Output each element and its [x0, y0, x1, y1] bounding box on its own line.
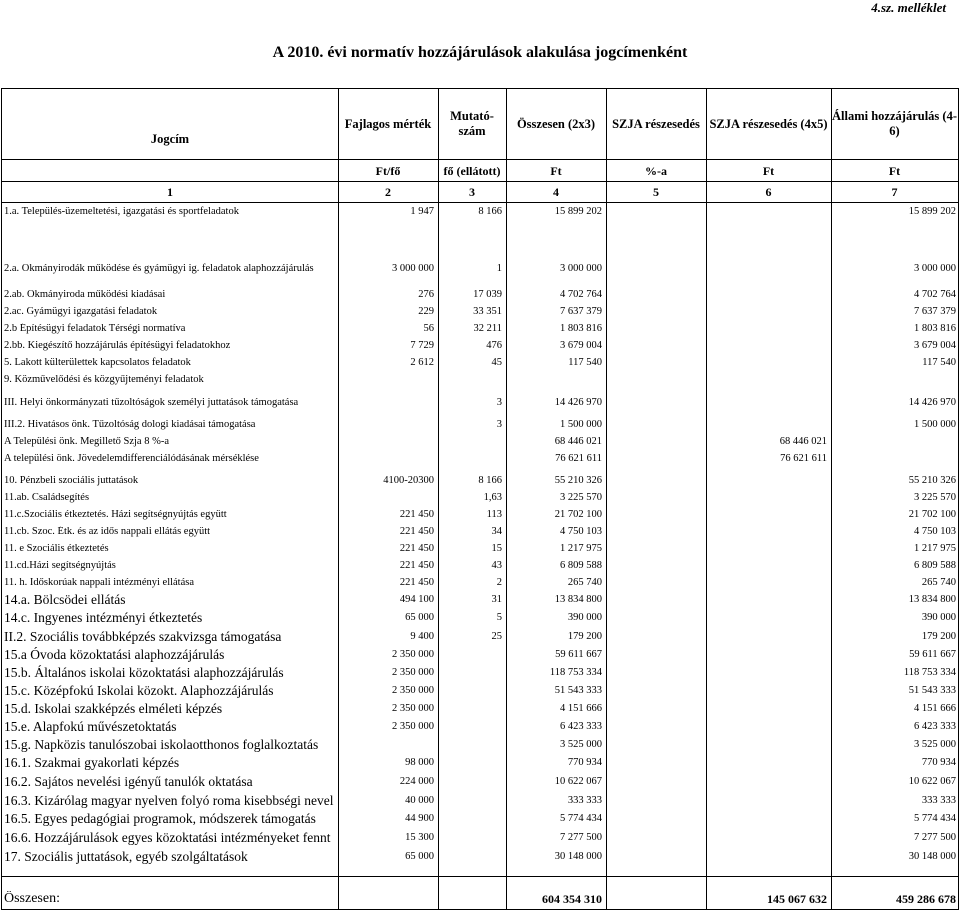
colnum-3: 3 [469, 185, 475, 199]
cell-count: 3 [496, 419, 502, 430]
row-label: 14.a. Bölcsödei ellátás [4, 592, 126, 607]
cell-total: 1 803 816 [560, 323, 602, 334]
table-row [2, 629, 958, 647]
row-label: 11. e Szociális étkeztetés [4, 543, 109, 554]
row-label: 16.2. Sajátos nevelési igényű tanulók oktatása [4, 774, 253, 789]
cell-rate: 3 000 000 [392, 263, 434, 274]
cell-state: 117 540 [922, 357, 956, 368]
cell-rate: 1 947 [410, 206, 434, 217]
header-jogcim: Jogcím [150, 131, 190, 146]
table-row [2, 719, 958, 737]
row-label: 2.bb. Kiegészítő hozzájárulás építésügyi feladatokhoz [4, 340, 231, 351]
row-label: A települési önk. Jövedelemdifferenciálódásának mérséklése [4, 453, 259, 464]
cell-rate: 2 350 000 [392, 685, 434, 696]
table-row [2, 755, 958, 773]
cell-total: 3 225 570 [560, 492, 602, 503]
row-label: III. Helyi önkormányzati tűzoltóságok személyi juttatások támogatása [4, 397, 299, 408]
cell-state: 21 702 100 [908, 509, 956, 520]
cell-total: 390 000 [567, 612, 602, 623]
cell-state: 55 210 326 [908, 475, 956, 486]
cell-total: 59 611 667 [555, 649, 602, 660]
cell-total: 7 277 500 [560, 832, 602, 843]
header-szja: SZJA részesedés (4x5) [709, 116, 828, 131]
cell-count: 1 [496, 263, 502, 274]
row-label: 2.ab. Okmányiroda működési kiadásai [4, 289, 166, 300]
table-row [2, 647, 958, 665]
cell-count: 8 166 [478, 206, 502, 217]
cell-count: 31 [491, 594, 502, 605]
table-row [2, 372, 958, 390]
table-row [2, 490, 958, 508]
cell-rate: 65 000 [405, 612, 434, 623]
allocation-table [1, 88, 959, 910]
table-row [2, 204, 958, 222]
cell-rate: 221 450 [399, 509, 434, 520]
total-szja: 145 067 632 [767, 892, 827, 906]
table-row [2, 811, 958, 829]
cell-state: 265 740 [921, 577, 956, 588]
table-row [2, 610, 958, 628]
cell-rate: 9 400 [410, 631, 434, 642]
cell-total: 15 899 202 [554, 206, 602, 217]
header-divider [2, 202, 958, 203]
cell-total: 76 621 611 [555, 453, 602, 464]
row-label: 11. h. Időskorúak nappali intézményi ellátása [4, 577, 195, 588]
row-label: 2.a. Okmányirodák működése és gyámügyi ig. feladatok alaphozzájárulás [4, 263, 314, 274]
cell-szja: 68 446 021 [779, 436, 827, 447]
cell-total: 51 543 333 [554, 685, 602, 696]
row-label: 15.g. Napközis tanulószobai iskolaotthonos foglalkoztatás [4, 737, 319, 752]
cell-total: 179 200 [567, 631, 602, 642]
header-state: Állami hozzájárulás (4-6) [832, 109, 957, 138]
table-row [2, 451, 958, 469]
table-row [2, 701, 958, 719]
row-label: 11.cd.Házi segítségnyújtás [4, 560, 116, 571]
table-row [2, 592, 958, 610]
cell-state: 15 899 202 [908, 206, 956, 217]
table-row [2, 558, 958, 576]
cell-state: 333 333 [921, 795, 956, 806]
row-label: 15.b. Általános iskolai közoktatási alaphozzájárulás [4, 665, 284, 680]
table-row [2, 541, 958, 559]
cell-state: 10 622 067 [908, 776, 956, 787]
cell-count: 5 [496, 612, 502, 623]
colnum-6: 6 [765, 185, 772, 199]
cell-state: 118 753 334 [903, 667, 956, 678]
cell-state: 51 543 333 [908, 685, 956, 696]
cell-total: 1 500 000 [560, 419, 602, 430]
total-row [2, 889, 958, 909]
cell-rate: 494 100 [399, 594, 434, 605]
row-label: 2.ac. Gyámügyi igazgatási feladatok [4, 306, 158, 317]
table-row [2, 737, 958, 755]
table-row [2, 524, 958, 542]
cell-total: 1 217 975 [560, 543, 602, 554]
cell-state: 3 225 570 [914, 492, 956, 503]
row-label: II.2. Szociális továbbképzés szakvizsga támogatása [4, 629, 282, 644]
row-label: 15.e. Alapfokú művészetoktatás [4, 719, 177, 734]
row-label: 9. Közművelődési és közgyűjteményi feladatok [4, 374, 204, 385]
row-label: 11.cb. Szoc. Étk. és az idős nappali ellátás együtt [4, 526, 211, 537]
cell-state: 30 148 000 [908, 851, 956, 862]
row-label: 16.3. Kizárólag magyar nyelven folyó roma kisebbségi nevel [4, 793, 334, 808]
cell-count: 43 [491, 560, 502, 571]
cell-state: 4 702 764 [914, 289, 956, 300]
table-row [2, 774, 958, 792]
cell-total: 4 750 103 [560, 526, 602, 537]
row-label: 14.c. Ingyenes intézményi étkeztetés [4, 610, 203, 625]
cell-total: 118 753 334 [549, 667, 602, 678]
cell-total: 3 000 000 [560, 263, 602, 274]
cell-state: 6 809 588 [914, 560, 956, 571]
header-total: Összesen (2x3) [516, 116, 596, 131]
cell-state: 4 151 666 [914, 703, 956, 714]
cell-state: 1 803 816 [914, 323, 956, 334]
cell-rate: 221 450 [399, 577, 434, 588]
cell-count: 1,63 [483, 492, 502, 503]
cell-count: 34 [491, 526, 502, 537]
cell-state: 1 500 000 [914, 419, 956, 430]
cell-rate: 40 000 [405, 795, 434, 806]
total-sum: 604 354 310 [542, 892, 602, 906]
table-row [2, 830, 958, 848]
cell-state: 1 217 975 [914, 543, 956, 554]
cell-rate: 4100-20300 [383, 475, 434, 486]
cell-total: 3 679 004 [560, 340, 602, 351]
cell-rate: 7 729 [410, 340, 434, 351]
table-row [2, 434, 958, 452]
table-row [2, 304, 958, 322]
colnum-4: 4 [553, 185, 559, 199]
total-divider [2, 876, 958, 877]
cell-rate: 229 [418, 306, 434, 317]
row-label: 16.1. Szakmai gyakorlati képzés [4, 755, 180, 770]
cell-state: 3 525 000 [914, 739, 956, 750]
colnum-5: 5 [653, 185, 659, 199]
cell-count: 45 [491, 357, 502, 368]
table-row [2, 417, 958, 435]
cell-state: 3 000 000 [914, 263, 956, 274]
row-label: 1.a. Település-üzemeltetési, igazgatási és sportfeladatok [4, 206, 239, 217]
colnum-7: 7 [891, 185, 898, 199]
row-label: 15.c. Középfokú Iskolai közokt. Alaphozzájárulás [4, 683, 274, 698]
cell-state: 4 750 103 [914, 526, 956, 537]
cell-total: 7 637 379 [560, 306, 602, 317]
header-szja-pct: SZJA részesedés [612, 116, 700, 131]
table-row [2, 321, 958, 339]
row-label: 10. Pénzbeli szociális juttatások [4, 475, 139, 486]
cell-total: 265 740 [567, 577, 602, 588]
table-row [2, 287, 958, 305]
table-row [2, 665, 958, 683]
cell-count: 3 [496, 397, 502, 408]
cell-total: 770 934 [567, 757, 602, 768]
cell-rate: 221 450 [399, 543, 434, 554]
cell-rate: 2 350 000 [392, 649, 434, 660]
cell-count: 15 [491, 543, 502, 554]
table-row [2, 232, 958, 250]
row-label: 11.c.Szociális étkeztetés. Házi segítségnyújtás együtt [4, 509, 227, 520]
cell-rate: 2 350 000 [392, 703, 434, 714]
cell-count: 33 351 [473, 306, 502, 317]
annex-label: 4.sz. melléklet [871, 0, 946, 15]
row-label: 16.6. Hozzájárulások egyes közoktatási intézményeket fennt [4, 830, 331, 845]
cell-total: 117 540 [568, 357, 602, 368]
cell-state: 7 637 379 [914, 306, 956, 317]
row-label: 5. Lakott külterülettek kapcsolatos feladatok [4, 357, 191, 368]
unit-rate: Ft/fő [375, 164, 401, 178]
table-row [2, 683, 958, 701]
cell-total: 6 423 333 [560, 721, 602, 732]
unit-szja-pct: %-a [645, 164, 667, 178]
row-label: 16.5. Egyes pedagógiai programok, módszerek támogatás [4, 811, 316, 826]
cell-total: 13 834 800 [554, 594, 602, 605]
cell-rate: 2 612 [410, 357, 434, 368]
row-label: 11.ab. Családsegítés [4, 492, 90, 503]
total-state: 459 286 678 [896, 892, 956, 906]
table-row [2, 793, 958, 811]
colnum-2: 2 [385, 185, 391, 199]
table-row [2, 395, 958, 413]
cell-state: 3 679 004 [914, 340, 956, 351]
cell-state: 7 277 500 [914, 832, 956, 843]
cell-count: 8 166 [478, 475, 502, 486]
cell-total: 4 151 666 [560, 703, 602, 714]
cell-total: 6 809 588 [560, 560, 602, 571]
row-label: III.2. Hivatásos önk. Tűzoltóság dologi kiadásai támogatása [4, 419, 256, 430]
cell-total: 55 210 326 [554, 475, 602, 486]
cell-state: 390 000 [921, 612, 956, 623]
cell-count: 113 [486, 509, 502, 520]
cell-rate: 65 000 [405, 851, 434, 862]
table-row [2, 575, 958, 593]
cell-count: 32 211 [473, 323, 502, 334]
cell-count: 2 [496, 577, 502, 588]
cell-rate: 224 000 [399, 776, 434, 787]
row-label: 15.d. Iskolai szakképzés elméleti képzés [4, 701, 223, 716]
total-label: Összesen: [4, 891, 60, 906]
table-row [2, 261, 958, 279]
unit-total: Ft [550, 164, 562, 178]
cell-rate: 56 [423, 323, 434, 334]
cell-total: 5 774 434 [560, 813, 602, 824]
header-rate: Fajlagos mérték [344, 116, 432, 131]
cell-total: 68 446 021 [554, 436, 602, 447]
cell-rate: 221 450 [399, 560, 434, 571]
unit-szja: Ft [762, 164, 775, 178]
cell-state: 14 426 970 [908, 397, 956, 408]
cell-state: 6 423 333 [914, 721, 956, 732]
cell-rate: 15 300 [405, 832, 434, 843]
cell-total: 14 426 970 [554, 397, 602, 408]
cell-rate: 98 000 [405, 757, 434, 768]
unit-count: fő (ellátott) [443, 164, 501, 178]
cell-total: 30 148 000 [554, 851, 602, 862]
cell-rate: 2 350 000 [392, 667, 434, 678]
header-count: Mutató-szám [450, 109, 494, 138]
cell-state: 13 834 800 [908, 594, 956, 605]
cell-szja: 76 621 611 [780, 453, 827, 464]
row-label: A Települési önk. Megillető Szja 8 %-a [4, 436, 169, 447]
row-label: 2.b Építésügyi feladatok Térségi normatíva [4, 323, 186, 334]
page-title: A 2010. évi normatív hozzájárulások alakulása jogcímenként [272, 44, 688, 61]
cell-rate: 44 900 [405, 813, 434, 824]
cell-count: 476 [486, 340, 502, 351]
colnum-1: 1 [167, 185, 173, 199]
cell-total: 333 333 [567, 795, 602, 806]
unit-state: Ft [888, 164, 901, 178]
cell-total: 3 525 000 [560, 739, 602, 750]
table-row [2, 338, 958, 356]
cell-count: 25 [491, 631, 502, 642]
cell-state: 59 611 667 [909, 649, 956, 660]
cell-total: 21 702 100 [554, 509, 602, 520]
cell-rate: 221 450 [399, 526, 434, 537]
cell-state: 179 200 [921, 631, 956, 642]
table-row [2, 473, 958, 491]
cell-rate: 276 [418, 289, 434, 300]
cell-total: 10 622 067 [554, 776, 602, 787]
cell-rate: 2 350 000 [392, 721, 434, 732]
cell-state: 770 934 [921, 757, 956, 768]
row-label: 15.a Óvoda közoktatási alaphozzájárulás [4, 647, 225, 662]
cell-state: 5 774 434 [914, 813, 956, 824]
table-row [2, 355, 958, 373]
row-label: 17. Szociális juttatások, egyéb szolgáltatások [4, 849, 248, 864]
table-row [2, 849, 958, 867]
cell-total: 4 702 764 [560, 289, 602, 300]
cell-count: 17 039 [473, 289, 502, 300]
table-row [2, 507, 958, 525]
